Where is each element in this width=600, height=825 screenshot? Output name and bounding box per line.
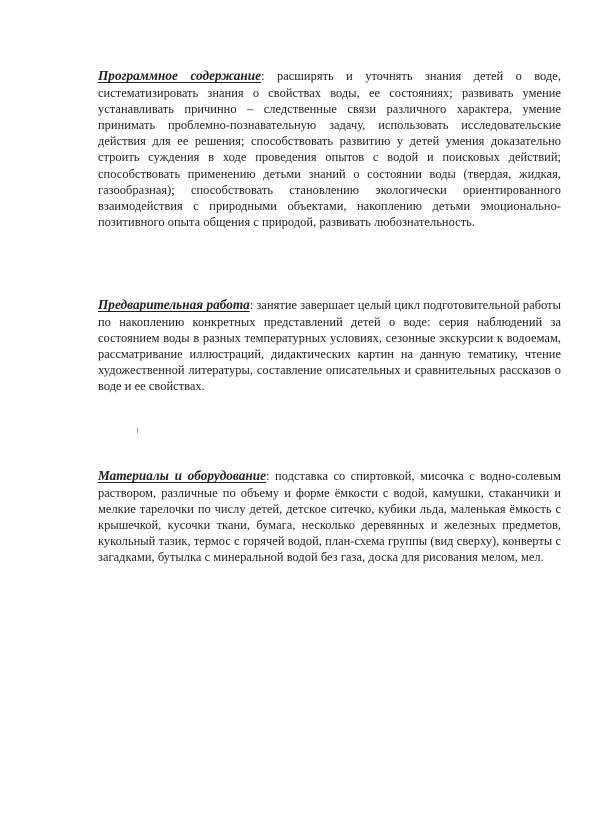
materials-equipment-heading: Материалы и оборудование (98, 468, 267, 484)
materials-equipment-section (98, 468, 561, 565)
scan-speck (137, 428, 138, 433)
preliminary-work-heading: Предварительная работа (98, 297, 250, 313)
heading-colon: : (249, 298, 254, 313)
program-content-text: расширять и уточнять знания детей о воде, систематизировать знания о свойствах воды, ее состояниях; развивать умение устанавливать причинно – следственные связи различного характера, умение принимать проблемно-познавательную задачу, использовать исследовательские действия для ее решения; способствовать развитию у детей умения доказательно строить суждения в ходе проведения опытов с водой и поисковых действий; способствовать применению детьми знаний о состоянии воды (твердая, жидкая, газообразная); способствовать становлению экологически ориентированного взаимодействия с природными объектами, накоплению детьми эмоционально- позитивного опыта общения с природой, развивать любознательность. (98, 69, 561, 230)
preliminary-work-text: занятие завершает целый цикл подготовительной работы по накоплению конкретных представлений детей о воде: серия наблюдений за состоянием воды в разных температурных условиях, сезонные экскурсии к водоемам, рассматривание иллюстраций, дидактических картин на данную тематику, чтение художественной литературы, составление описательных и сравнительных рассказов о воде и ее свойствах. (98, 298, 561, 394)
materials-equipment-text: подставка со спиртовкой, мисочка с водно-солевым раствором, различные по объему и форме ёмкости с водой, камушки, стаканчики и мелкие тарелочки по числу детей, детское ситечко, кубики льда, маленькая ёмкость с крышечкой, кусочки ткани, бумага, несколько деревянных и железных предметов, кукольный тазик, термос с горячей водой, план-схема группы (вид сверху), конверты с загадками, бутылка с минеральной водой без газа, доска для рисования мелом, мел. (98, 469, 561, 565)
heading-colon: : (261, 69, 265, 84)
heading-colon: : (266, 469, 270, 484)
preliminary-work-section (98, 297, 561, 394)
program-content-heading: Программное содержание (98, 68, 262, 84)
program-content-section (98, 68, 561, 230)
